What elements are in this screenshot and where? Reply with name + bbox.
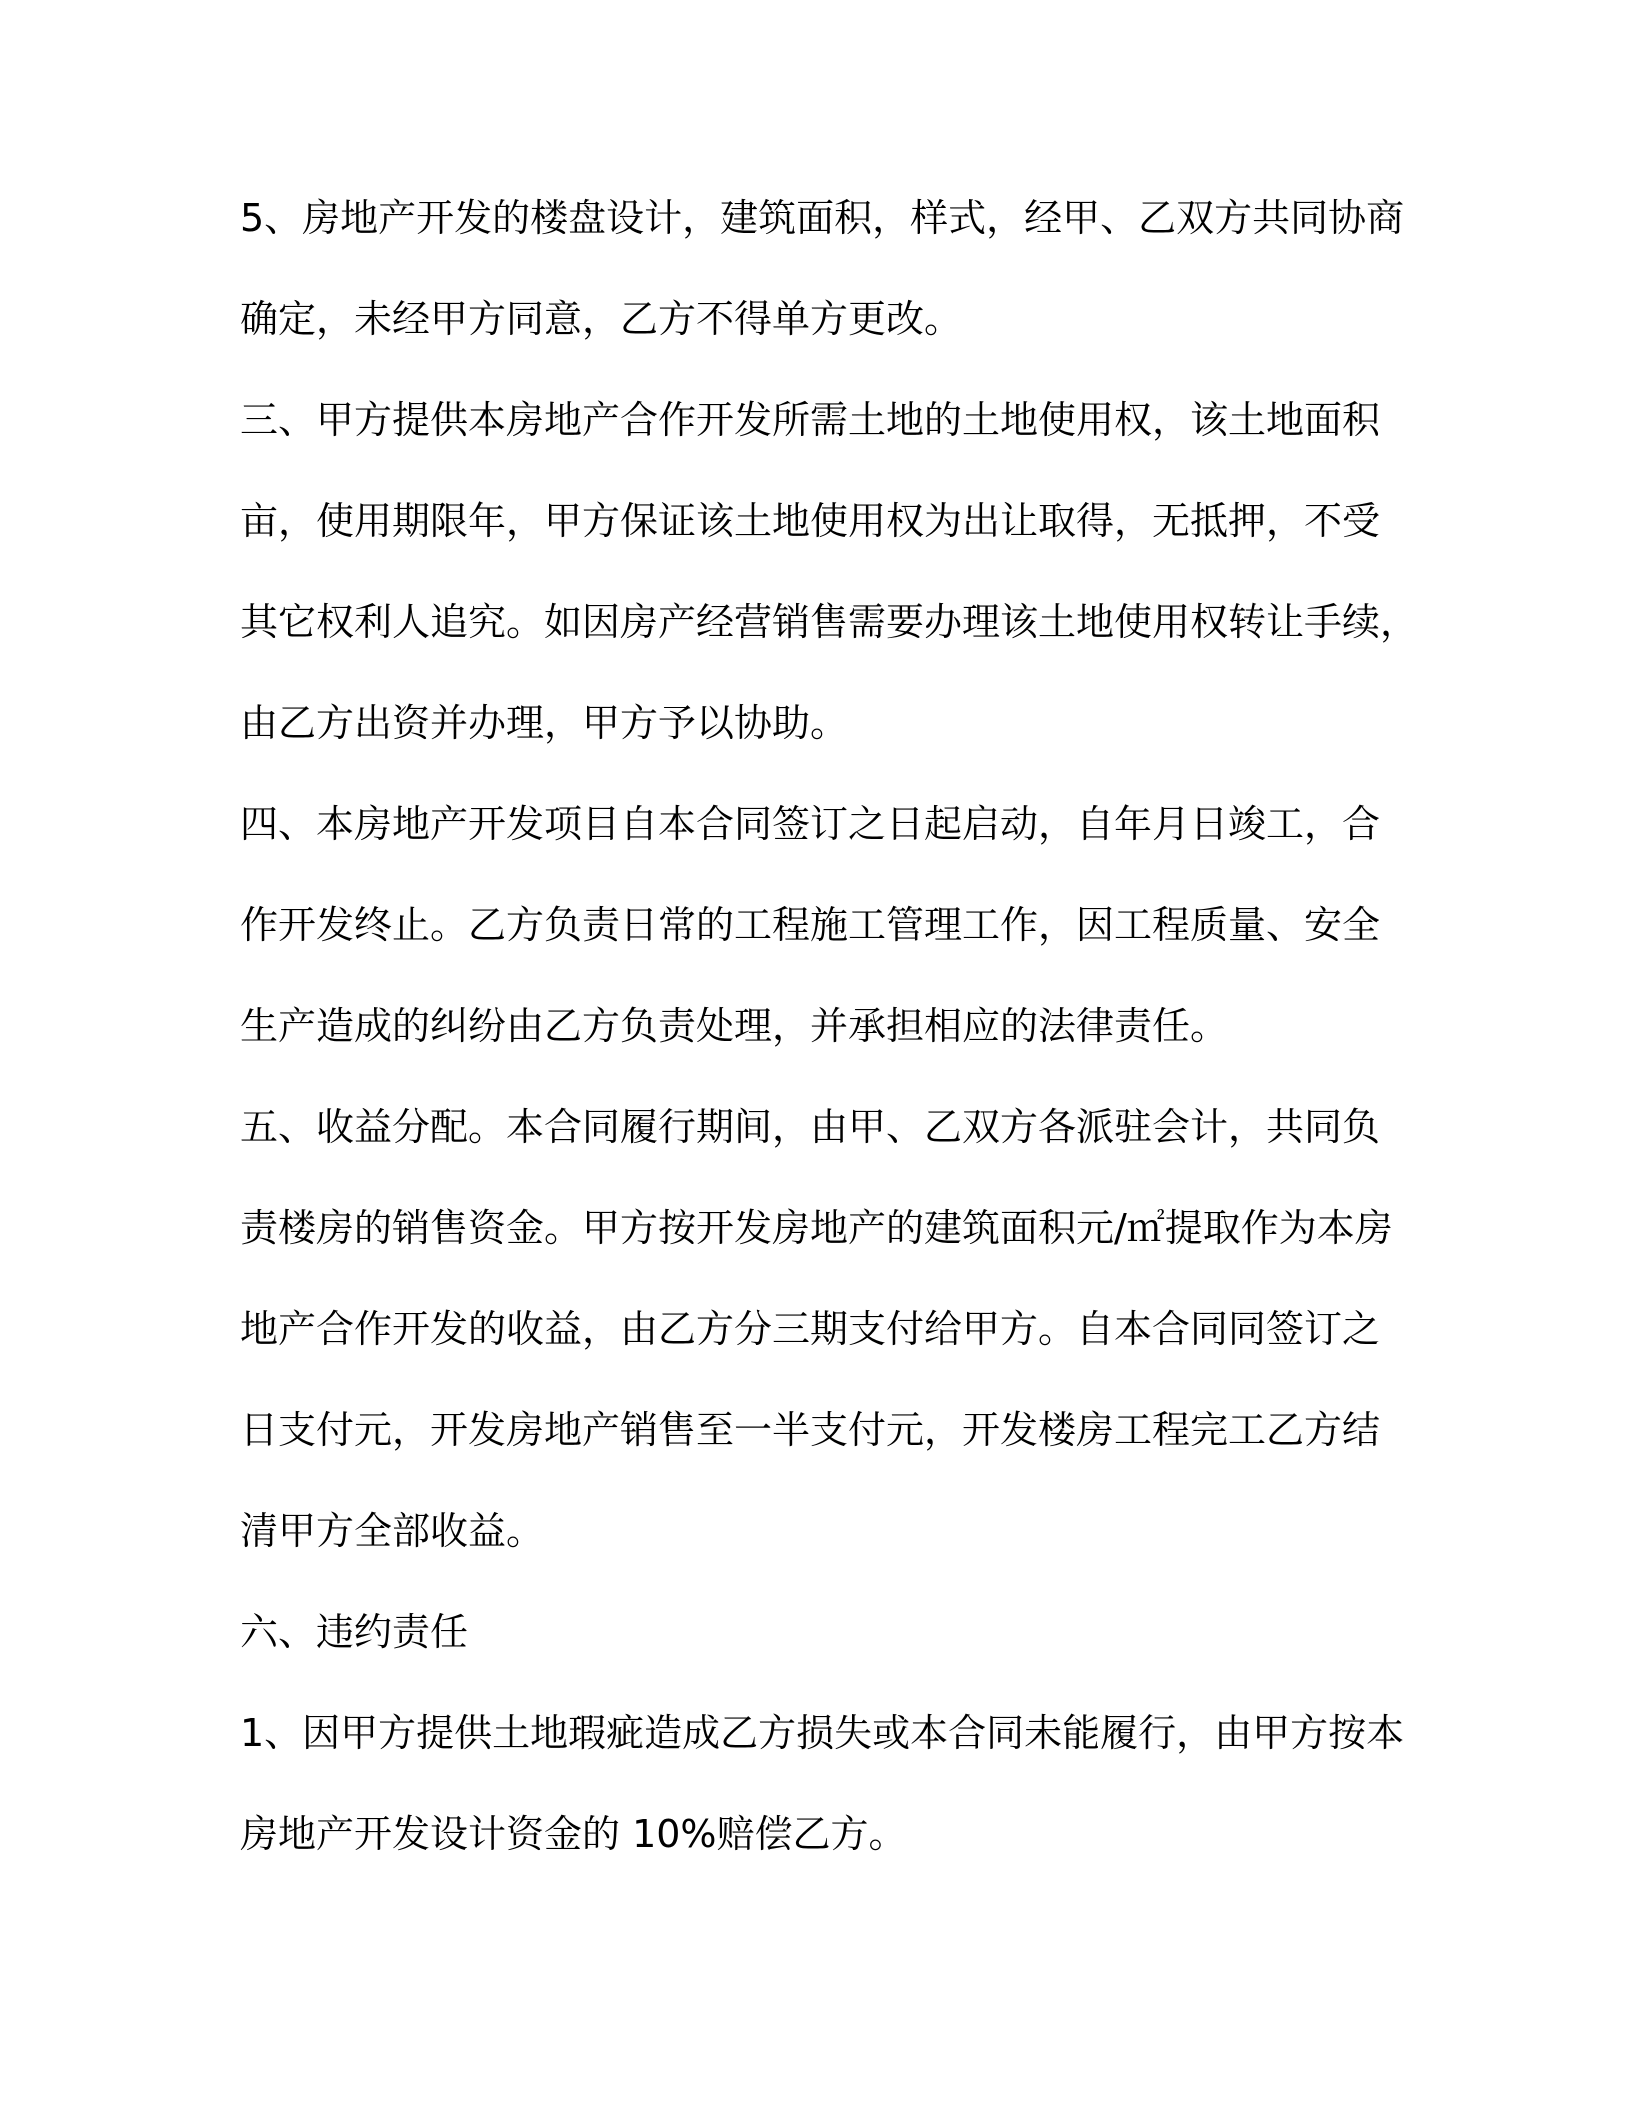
text-line: 其它权利人追究。如因房产经营销售需要办理该土地使用权转让手续， — [240, 600, 1419, 644]
text-line: 日支付元，开发房地产销售至一半支付元，开发楼房工程完工乙方结 — [240, 1408, 1381, 1452]
text-line: 确定，未经甲方同意，乙方不得单方更改。 — [240, 297, 963, 341]
text-line: 1、因甲方提供土地瑕疵造成乙方损失或本合同未能履行，由甲方按本 — [240, 1711, 1405, 1755]
text-line: 地产合作开发的收益，由乙方分三期支付给甲方。自本合同同签订之 — [240, 1307, 1381, 1351]
text-line: 由乙方出资并办理，甲方予以协助。 — [240, 701, 849, 745]
text-line: 六、违约责任 — [240, 1610, 469, 1654]
text-line: 房地产开发设计资金的 10%赔偿乙方。 — [240, 1812, 907, 1856]
text-line: 生产造成的纠纷由乙方负责处理，并承担相应的法律责任。 — [240, 1004, 1229, 1048]
text-line: 亩，使用期限年，甲方保证该土地使用权为出让取得，无抵押，不受 — [240, 499, 1381, 543]
text-line: 五、收益分配。本合同履行期间，由甲、乙双方各派驻会计，共同负 — [240, 1105, 1381, 1149]
text-line: 5、房地产开发的楼盘设计，建筑面积，样式，经甲、乙双方共同协商 — [240, 196, 1405, 240]
text-line: 四、本房地产开发项目自本合同签订之日起启动，自年月日竣工，合 — [240, 802, 1381, 846]
text-line: 清甲方全部收益。 — [240, 1509, 545, 1553]
text-line: 责楼房的销售资金。甲方按开发房地产的建筑面积元/㎡提取作为本房 — [240, 1206, 1393, 1250]
document-body — [240, 185, 1419, 1902]
text-line: 三、甲方提供本房地产合作开发所需土地的土地使用权，该土地面积 — [240, 398, 1381, 442]
text-line: 作开发终止。乙方负责日常的工程施工管理工作，因工程质量、安全 — [240, 903, 1381, 947]
